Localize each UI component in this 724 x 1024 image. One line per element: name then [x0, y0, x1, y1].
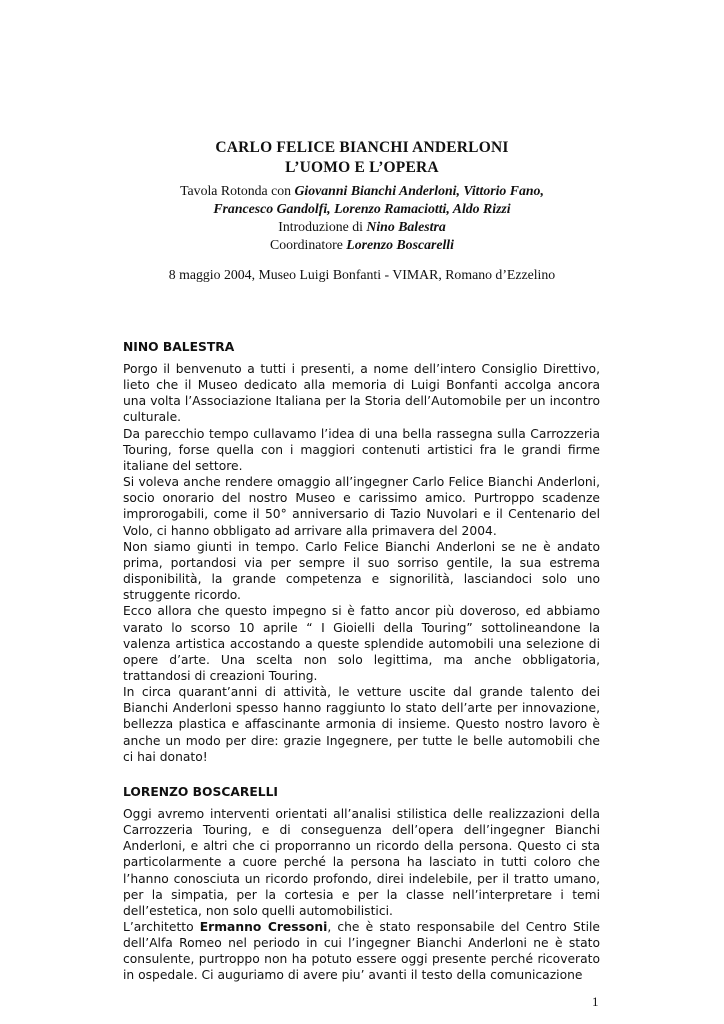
paragraph-text: L’architetto	[123, 920, 200, 934]
coord-prefix: Coordinatore	[270, 237, 347, 252]
document-header	[120, 138, 604, 284]
roundtable-names-2: Francesco Gandolfi, Lorenzo Ramaciotti, Aldo Rizzi	[213, 201, 511, 216]
paragraph: Ecco allora che questo impegno si è fatto ancor più doveroso, ed abbiamo varato lo scorso 10 aprile “ I Gioielli della Touring” sottolineandone la valenza artistica accostando a queste splendide automobili una selezione di opere d’arte. Una scelta non solo legittima, ma anche obbligatoria, trattandosi di creazioni Touring.	[123, 604, 600, 683]
title-line-2: L’UOMO E L’OPERA	[285, 159, 439, 176]
intro-name: Nino Balestra	[366, 219, 446, 234]
section-gap	[123, 765, 600, 784]
speaker-heading: LORENZO BOSCARELLI	[123, 784, 279, 799]
roundtable-line-2	[120, 200, 604, 218]
paragraph: Non siamo giunti in tempo. Carlo Felice Bianchi Anderloni se ne è andato prima, portandosi via per sempre il suo sorriso gentile, la sua estrema disponibilità, la grande competenza e signorilità, lasciandoci solo uno struggente ricordo.	[123, 539, 600, 603]
coord-name: Lorenzo Boscarelli	[346, 237, 454, 252]
bold-name: Ermanno Cressoni	[199, 920, 328, 934]
speaker-heading: NINO BALESTRA	[123, 340, 235, 354]
coordinator-line	[120, 236, 604, 254]
roundtable-names-1: Giovanni Bianchi Anderloni, Vittorio Fano,	[294, 183, 544, 198]
document-body	[123, 339, 600, 984]
title-line-1: CARLO FELICE BIANCHI ANDERLONI	[215, 139, 509, 156]
roundtable-prefix: Tavola Rotonda con	[180, 183, 295, 198]
paragraph: Oggi avremo interventi orientati all’analisi stilistica delle realizzazioni della Carrozzeria Touring, e di conseguenza dell’opera dell’ingegner Bianchi Anderloni, e altri che ci proporranno un ricordo della persona. Questo ci sta particolarmente a cuore perché la persona ha lasciato in tutti coloro che l’hanno conosciuta un ricordo profondo, direi indelebile, per il tratto umano, per la simpatia, per la cortesia e per la classe nell’interpretare i temi dell’estetica, non solo quelli automobilistici.	[123, 806, 600, 918]
paragraph: In circa quarant’anni di attività, le vetture uscite dal grande talento dei Bianchi Anderloni spesso hanno raggiunto lo stato dell’arte per innovazione, bellezza plastica e affascinante armonia di insieme. Questo nostro lavoro è anche un modo per dire: grazie Ingegnere, per tutte le belle automobili che ci hai donato!	[123, 685, 600, 764]
roundtable-line-1	[120, 182, 604, 200]
introduction-line	[120, 218, 604, 236]
paragraph-text: , che è stato responsabile del Centro Stile dell’Alfa Romeo nel periodo in cui l’ingegner Bianchi Anderloni ne è stato consulente, purtroppo non ha potuto essere oggi presente perché ricoverato in ospedale. Ci auguriamo di avere piu’ avanti il testo della comunicazione	[123, 920, 600, 983]
paragraph: Porgo il benvenuto a tutti i presenti, a nome dell’intero Consiglio Direttivo, lieto che il Museo dedicato alla memoria di Luigi Bonfanti accolga ancora una volta l’Associazione Italiana per la Storia dell’Automobile per un incontro culturale.	[123, 362, 600, 425]
intro-prefix: Introduzione di	[278, 219, 367, 234]
paragraph: Si voleva anche rendere omaggio all’ingegner Carlo Felice Bianchi Anderloni, socio onorario del nostro Museo e carissimo amico. Purtroppo scadenze improrogabili, come il 50° anniversario di Tazio Nuvolari e il Centenario del Volo, ci hanno obbligato ad arrivare alla primavera del 2004.	[123, 475, 600, 538]
date-place: 8 maggio 2004, Museo Luigi Bonfanti - VIMAR, Romano d’Ezzelino	[168, 267, 556, 282]
paragraph	[123, 919, 600, 984]
page-number: 1	[592, 994, 599, 1009]
paragraph: Da parecchio tempo cullavamo l’idea di una bella rassegna sulla Carrozzeria Touring, forse quella con i maggiori contenuti artistici fra le grandi firme italiane del settore.	[123, 426, 600, 473]
